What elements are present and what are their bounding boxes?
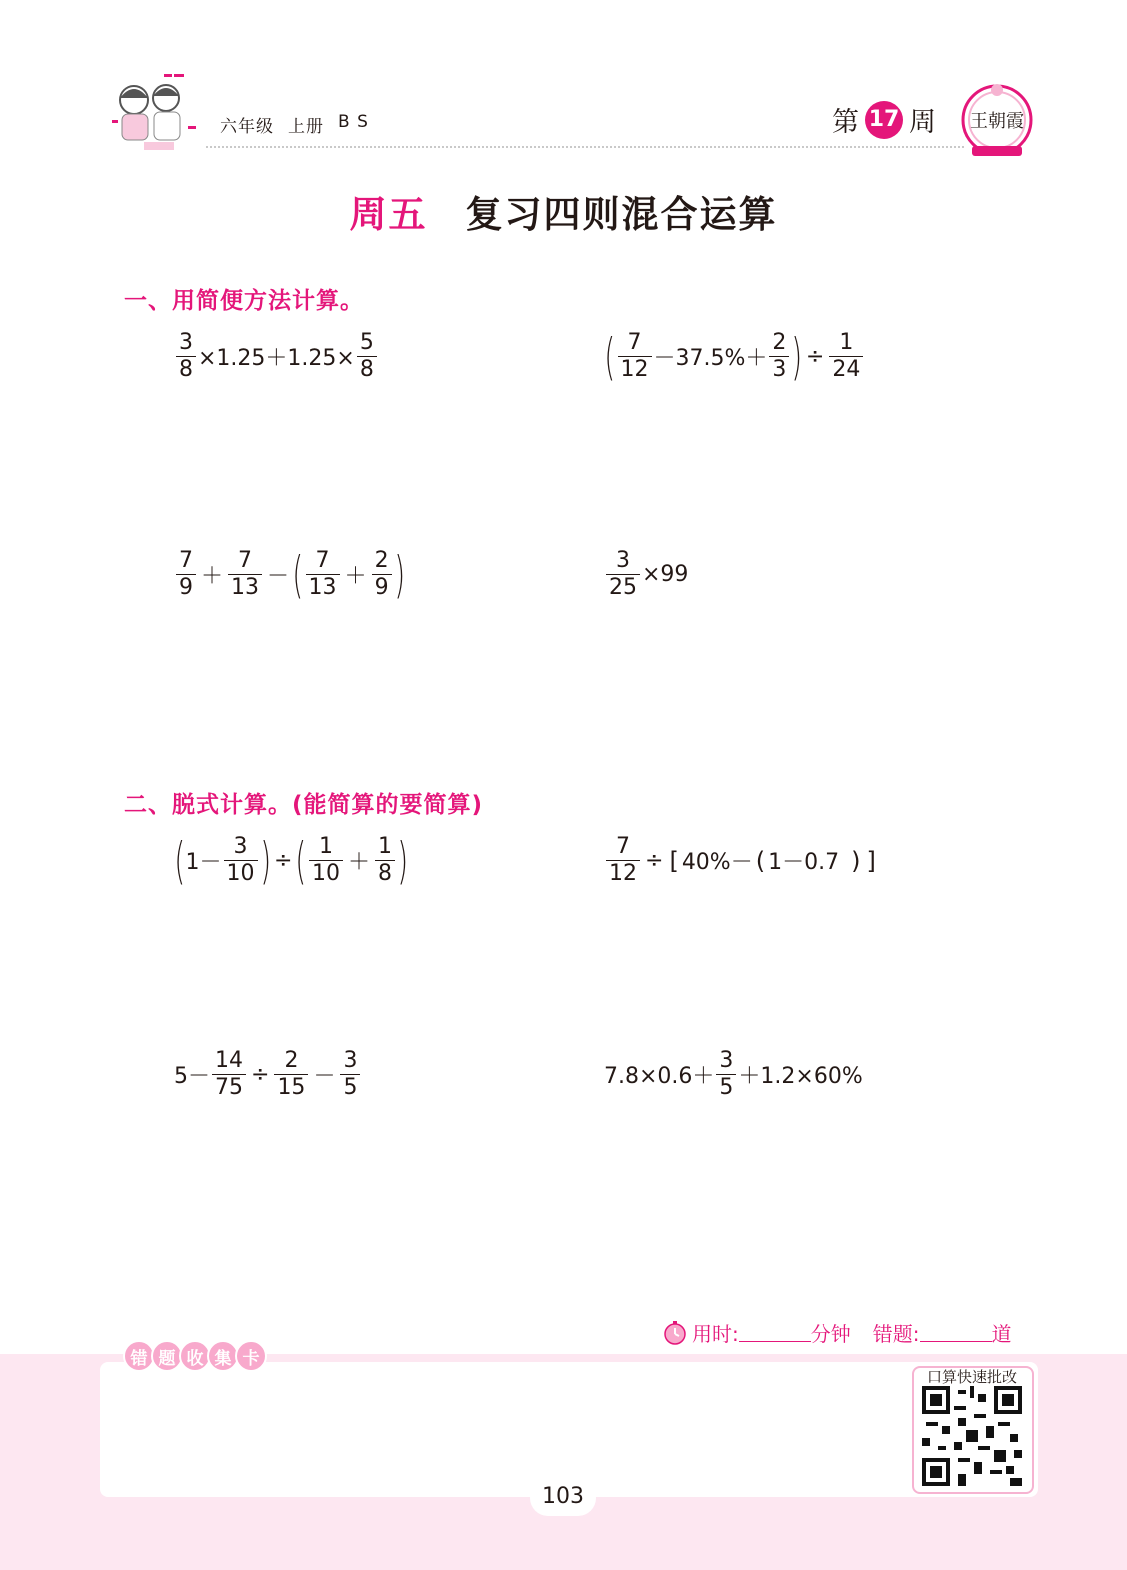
- title-topic: 复习四则混合运算: [465, 193, 778, 236]
- problem-1-4: [604, 548, 688, 601]
- fraction: $\frac{2}{15}$: [274, 1048, 308, 1101]
- operator-text: ÷: [251, 1062, 270, 1087]
- operator-text: ×1.25＋1.25×: [198, 346, 355, 371]
- fraction: $\frac{1}{24}$: [829, 330, 863, 383]
- problem-1-3: $\frac{7}{9}$ ＋ $\frac{7}{13}$ － ( $\frac{7}{13}$ ＋ $\frac{2}{9}$ ): [174, 548, 405, 601]
- page-title: [0, 184, 1127, 238]
- week-suffix: 周: [909, 107, 936, 138]
- fraction: $\frac{2}{9}$: [372, 548, 392, 601]
- week-indicator: [832, 100, 936, 139]
- problem-2-4: [604, 1048, 863, 1101]
- paren: (: [755, 846, 766, 875]
- fraction: $\frac{3}{5}$: [340, 1048, 360, 1101]
- errors-label: 错题:: [872, 1322, 920, 1346]
- error-collection-card: [100, 1362, 1038, 1497]
- fraction: $\frac{7}{13}$: [306, 548, 340, 601]
- bracket: [: [669, 846, 679, 875]
- problem-2-3: [174, 1048, 362, 1101]
- operator-text: ＋: [344, 564, 367, 589]
- section1-heading: 一、用简便方法计算。: [124, 288, 364, 314]
- operator-text: ÷: [645, 848, 664, 873]
- fraction: $\frac{3}{5}$: [716, 1048, 736, 1101]
- operator-text: 1－0.7: [768, 850, 840, 875]
- card-char: 题: [151, 1340, 183, 1372]
- grade-label: 六年级: [220, 117, 274, 137]
- stopwatch-icon: [662, 1320, 688, 1346]
- volume-label: 上册: [288, 117, 324, 137]
- timing-record: [662, 1318, 1012, 1347]
- card-char: 错: [123, 1340, 155, 1372]
- fraction: $\frac{3}{10}$: [224, 834, 258, 887]
- problem-1-1: [174, 330, 379, 383]
- operator-text: ÷: [805, 344, 825, 369]
- grade-info: [220, 112, 369, 137]
- brand-seal-logo: [958, 80, 1036, 164]
- card-char: 集: [207, 1340, 239, 1372]
- card-char: 收: [179, 1340, 211, 1372]
- fraction: $\frac{7}{12}$: [606, 834, 640, 887]
- operator-text: ＋1.2×60%: [738, 1064, 863, 1089]
- operator-text: 1－: [185, 850, 222, 875]
- operator-text: 7.8×0.6＋: [604, 1064, 715, 1089]
- time-unit: 分钟: [810, 1322, 851, 1346]
- time-blank: [739, 1323, 811, 1342]
- qr-caption: 口算快速批改: [926, 1368, 1017, 1386]
- page-number: 103: [530, 1480, 596, 1516]
- edition-label: B S: [338, 112, 369, 132]
- svg-text:王朝霞: 王朝霞: [970, 111, 1024, 132]
- header-divider: [206, 146, 964, 148]
- fraction: $\frac{7}{12}$: [618, 330, 652, 383]
- fraction: $\frac{14}{75}$: [212, 1048, 246, 1101]
- fraction: $\frac{1}{10}$: [309, 834, 343, 887]
- fraction: $\frac{3}{8}$: [176, 330, 196, 383]
- paren: ): [851, 846, 861, 875]
- problem-2-1: ( 1－ $\frac{3}{10}$ ) ÷ ( $\frac{1}{10}$ ＋ $\frac{1}{8}$ ): [174, 831, 409, 890]
- operator-text: －: [267, 564, 290, 589]
- errors-blank: [920, 1323, 992, 1342]
- bracket: ]: [866, 846, 876, 875]
- fraction: $\frac{3}{25}$: [606, 548, 640, 601]
- operator-text: 5－: [174, 1064, 210, 1089]
- fraction: $\frac{1}{8}$: [375, 834, 395, 887]
- cartoon-kids-illustration: [104, 70, 204, 156]
- operator-text: －: [313, 1064, 336, 1089]
- operator-text: ×99: [642, 562, 689, 587]
- operator-text: 40%－: [681, 850, 753, 875]
- fraction: $\frac{7}{9}$: [176, 548, 196, 601]
- problem-2-2: [604, 834, 879, 887]
- operator-text: －37.5%＋: [653, 346, 768, 371]
- section2-heading: 二、脱式计算。(能简算的要简算): [124, 792, 484, 818]
- errors-unit: 道: [991, 1322, 1012, 1346]
- fraction: $\frac{2}{3}$: [769, 330, 789, 383]
- error-card-label: [123, 1340, 263, 1372]
- week-prefix: 第: [832, 107, 859, 138]
- qr-code-icon[interactable]: [922, 1386, 1022, 1486]
- operator-text: ＋: [347, 850, 370, 875]
- fraction: $\frac{5}{8}$: [357, 330, 377, 383]
- operator-text: ÷: [274, 848, 293, 873]
- operator-text: ＋: [201, 564, 224, 589]
- title-day: 周五: [349, 193, 428, 236]
- week-number-badge: 17: [865, 101, 903, 139]
- time-label: 用时:: [692, 1322, 739, 1346]
- problem-1-2: ( $\frac{7}{12}$ －37.5%＋ $\frac{2}{3}$ ) ÷ $\frac{1}{24}$: [604, 330, 865, 383]
- card-char: 卡: [235, 1340, 267, 1372]
- fraction: $\frac{7}{13}$: [228, 548, 262, 601]
